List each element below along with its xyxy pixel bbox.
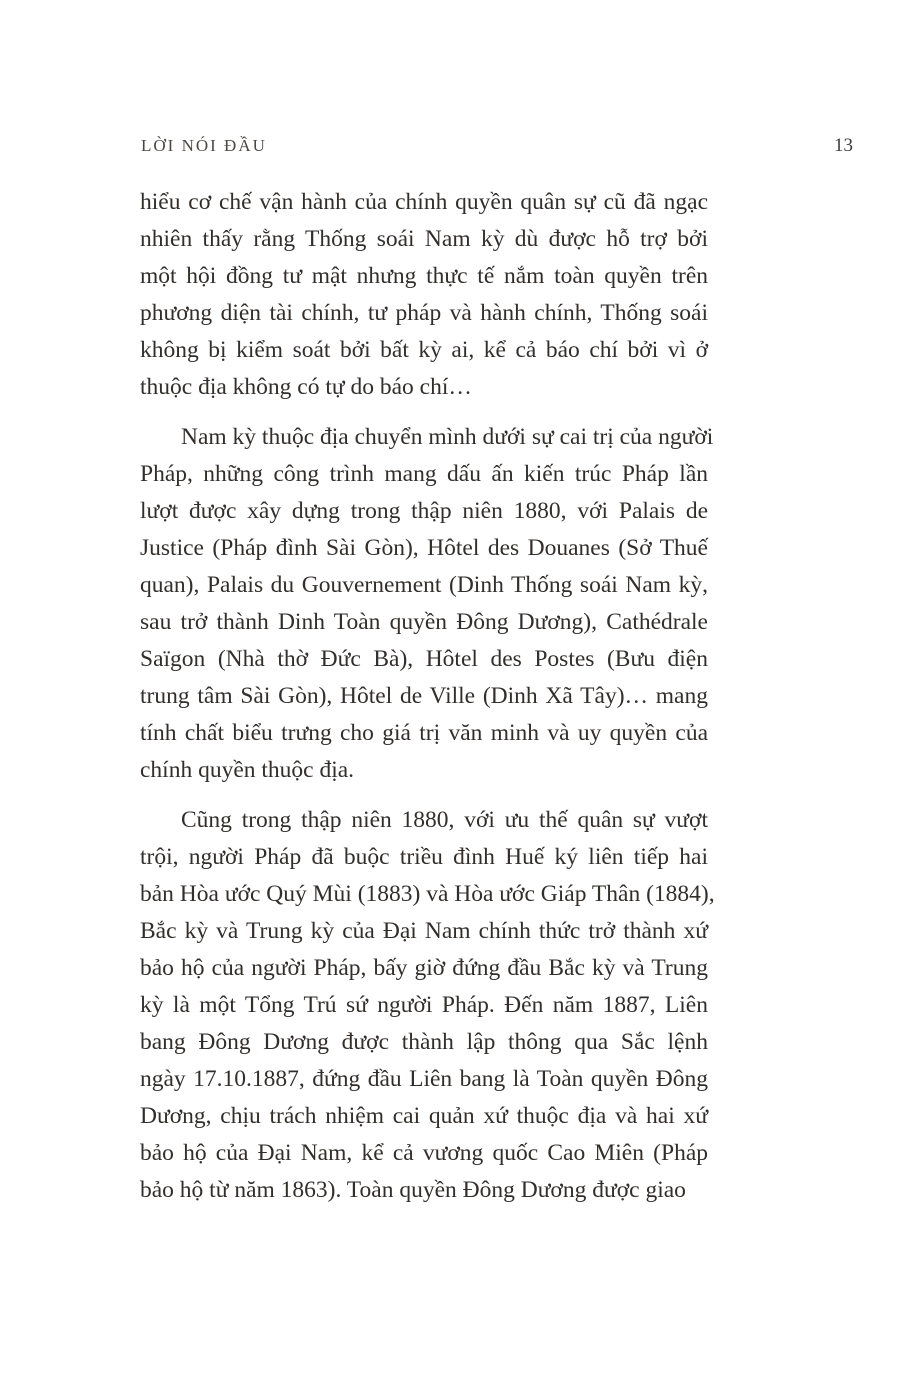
page-number: 13: [834, 135, 853, 156]
body-text: [140, 184, 715, 1209]
text-line: chính quyền thuộc địa.: [140, 757, 355, 783]
text-line: Nam kỳ thuộc địa chuyển mình dưới sự cai trị của người: [181, 424, 714, 450]
text-line: tính chất biểu trưng cho giá trị văn minh và uy quyền của: [140, 720, 708, 746]
text-line: phương diện tài chính, tư pháp và hành chính, Thống soái: [140, 300, 708, 326]
text-line: sau trở thành Dinh Toàn quyền Đông Dương), Cathédrale: [140, 609, 708, 635]
text-line: Pháp, những công trình mang dấu ấn kiến trúc Pháp lần: [140, 461, 708, 487]
text-line: Saïgon (Nhà thờ Đức Bà), Hôtel des Postes (Bưu điện: [140, 646, 708, 672]
text-line: bảo hộ từ năm 1863). Toàn quyền Đông Dương được giao: [140, 1177, 686, 1203]
text-line: Dương, chịu trách nhiệm cai quản xứ thuộc địa và hai xứ: [140, 1103, 708, 1129]
page-header: [141, 135, 853, 157]
text-line: Cũng trong thập niên 1880, với ưu thế quân sự vượt: [181, 807, 708, 833]
text-line: không bị kiểm soát bởi bất kỳ ai, kể cả báo chí bởi vì ở: [140, 337, 708, 363]
text-line: bảo hộ của Đại Nam, kể cả vương quốc Cao Miên (Pháp: [140, 1140, 708, 1166]
paragraph: [140, 419, 714, 789]
paragraph: [140, 184, 708, 406]
text-line: thuộc địa không có tự do báo chí…: [140, 374, 472, 400]
text-line: Bắc kỳ và Trung kỳ của Đại Nam chính thức trở thành xứ: [140, 918, 708, 944]
text-line: bảo hộ của người Pháp, bấy giờ đứng đầu Bắc kỳ và Trung: [140, 955, 708, 981]
text-line: trội, người Pháp đã buộc triều đình Huế ký liên tiếp hai: [140, 844, 708, 870]
running-head: LỜI NÓI ĐẦU: [141, 136, 267, 155]
text-line: hiểu cơ chế vận hành của chính quyền quân sự cũ đã ngạc: [140, 189, 708, 215]
text-line: bản Hòa ước Quý Mùi (1883) và Hòa ước Giáp Thân (1884),: [140, 881, 715, 907]
text-line: nhiên thấy rằng Thống soái Nam kỳ dù được hỗ trợ bởi: [140, 226, 708, 252]
text-line: trung tâm Sài Gòn), Hôtel de Ville (Dinh Xã Tây)… mang: [140, 683, 708, 709]
text-line: kỳ là một Tổng Trú sứ người Pháp. Đến năm 1887, Liên: [140, 992, 708, 1018]
text-line: Justice (Pháp đình Sài Gòn), Hôtel des Douanes (Sở Thuế: [140, 535, 708, 561]
text-line: một hội đồng tư mật nhưng thực tế nắm toàn quyền trên: [140, 263, 708, 289]
text-line: lượt được xây dựng trong thập niên 1880, với Palais de: [140, 498, 708, 524]
text-line: bang Đông Dương được thành lập thông qua Sắc lệnh: [140, 1029, 708, 1055]
paragraph: [140, 802, 715, 1209]
text-line: ngày 17.10.1887, đứng đầu Liên bang là Toàn quyền Đông: [140, 1066, 708, 1092]
text-line: quan), Palais du Gouvernement (Dinh Thống soái Nam kỳ,: [140, 572, 708, 598]
